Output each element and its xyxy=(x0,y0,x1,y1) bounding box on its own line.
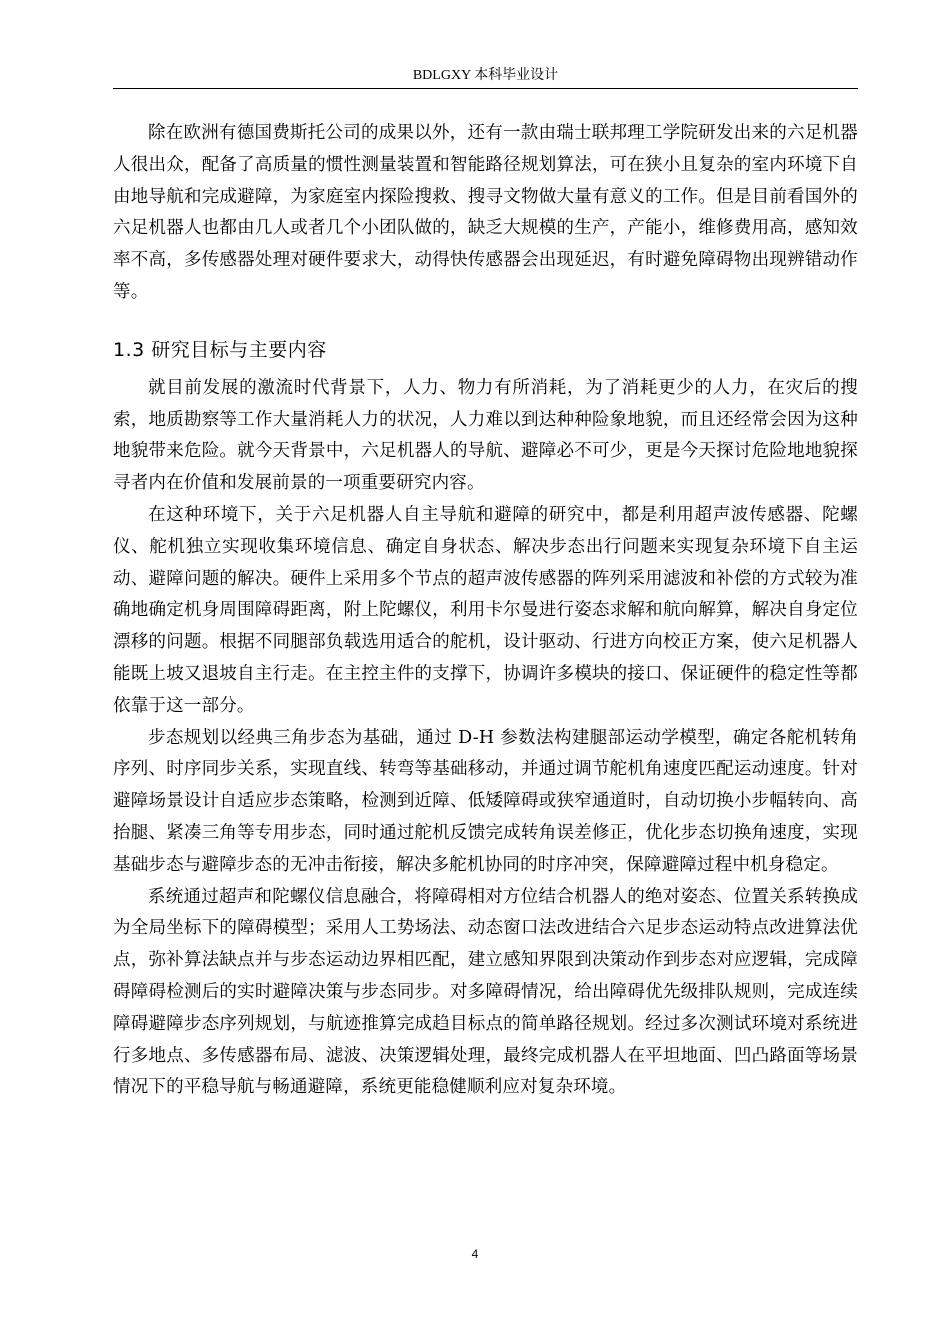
paragraph: 系统通过超声和陀螺仪信息融合，将障碍相对方位结合机器人的绝对姿态、位置关系转换成为全局坐标下的障碍模型；采用人工势场法、动态窗口法改进结合六足步态运动特点改进算法优点，弥补算法缺点并与步态运动边界相匹配，建立感知界限到决策动作到步态对应逻辑，完成障碍障碍检测后的实时避障决策与步态同步。对多障碍情况，给出障碍优先级排队规则，完成连续障碍避障步态序列规划，与航迹推算完成趋目标点的简单路径规划。经过多次测试环境对系统进行多地点、多传感器布局、滤波、决策逻辑处理，最终完成机器人在平坦地面、凹凸路面等场景情况下的平稳导航与畅通避障，系统更能稳健顺利应对复杂环境。 xyxy=(113,886,858,1098)
paragraph: 除在欧洲有德国费斯托公司的成果以外，还有一款由瑞士联邦理工学院研发出来的六足机器人很出众，配备了高质量的惯性测量装置和智能路径规划算法，可在狭小且复杂的室内环境下自由地导航和完成避障，为家庭室内探险搜救、搜寻文物做大量有意义的工作。但是目前看国外的六足机器人也都由几人或者几个小团队做的，缺乏大规模的生产，产能小，维修费用高，感知效率不高，多传感器处理对硬件要求大，动得快传感器会出现延迟，有时避免障碍物出现辨错动作等。 xyxy=(113,123,858,302)
paragraph: 就目前发展的激流时代背景下，人力、物力有所消耗，为了消耗更少的人力，在灾后的搜索，地质勘察等工作大量消耗人力的状况，人力难以到达种种险象地貌，而且还经常会因为这种地貌带来危险。就今天背景中，六足机器人的导航、避障必不可少，更是今天探讨危险地地貌探寻者内在价值和发展前景的一项重要研究内容。 xyxy=(113,377,858,494)
section-heading: 1.3 研究目标与主要内容 xyxy=(113,338,327,361)
header-divider xyxy=(113,88,858,89)
page-header: BDLGXY 本科毕业设计 xyxy=(412,68,559,83)
paragraph: 在这种环境下，关于六足机器人自主导航和避障的研究中，都是利用超声波传感器、陀螺仪、舵机独立实现收集环境信息、确定自身状态、解决步态出行问题来实现复杂环境下自主运动、避障问题的解决。硬件上采用多个节点的超声波传感器的阵列采用滤波和补偿的方式较为准确地确定机身周围障碍距离，附上陀螺仪，利用卡尔曼进行姿态求解和航向解算，解决自身定位漂移的问题。根据不同腿部负载选用适合的舵机，设计驱动、行进方向校正方案，使六足机器人能既上坡又退坡自主行走。在主控主件的支撑下，协调许多模块的接口、保证硬件的稳定性等都依靠于这一部分。 xyxy=(113,504,858,716)
paragraph: 步态规划以经典三角步态为基础，通过 D-H 参数法构建腿部运动学模型，确定各舵机转角序列、时序同步关系，实现直线、转弯等基础移动，并通过调节舵机角速度匹配运动速度。针对避障场景设计自适应步态策略，检测到近障、低矮障碍或狭窄通道时，自动切换小步幅转向、高抬腿、紧凑三角等专用步态，同时通过舵机反馈完成转角误差修正，优化步态切换角速度，实现基础步态与避障步态的无冲击衔接，解决多舵机协同的时序冲突，保障避障过程中机身稳定。 xyxy=(113,727,858,875)
page-number: 4 xyxy=(471,1247,479,1261)
body-content xyxy=(113,118,858,1104)
